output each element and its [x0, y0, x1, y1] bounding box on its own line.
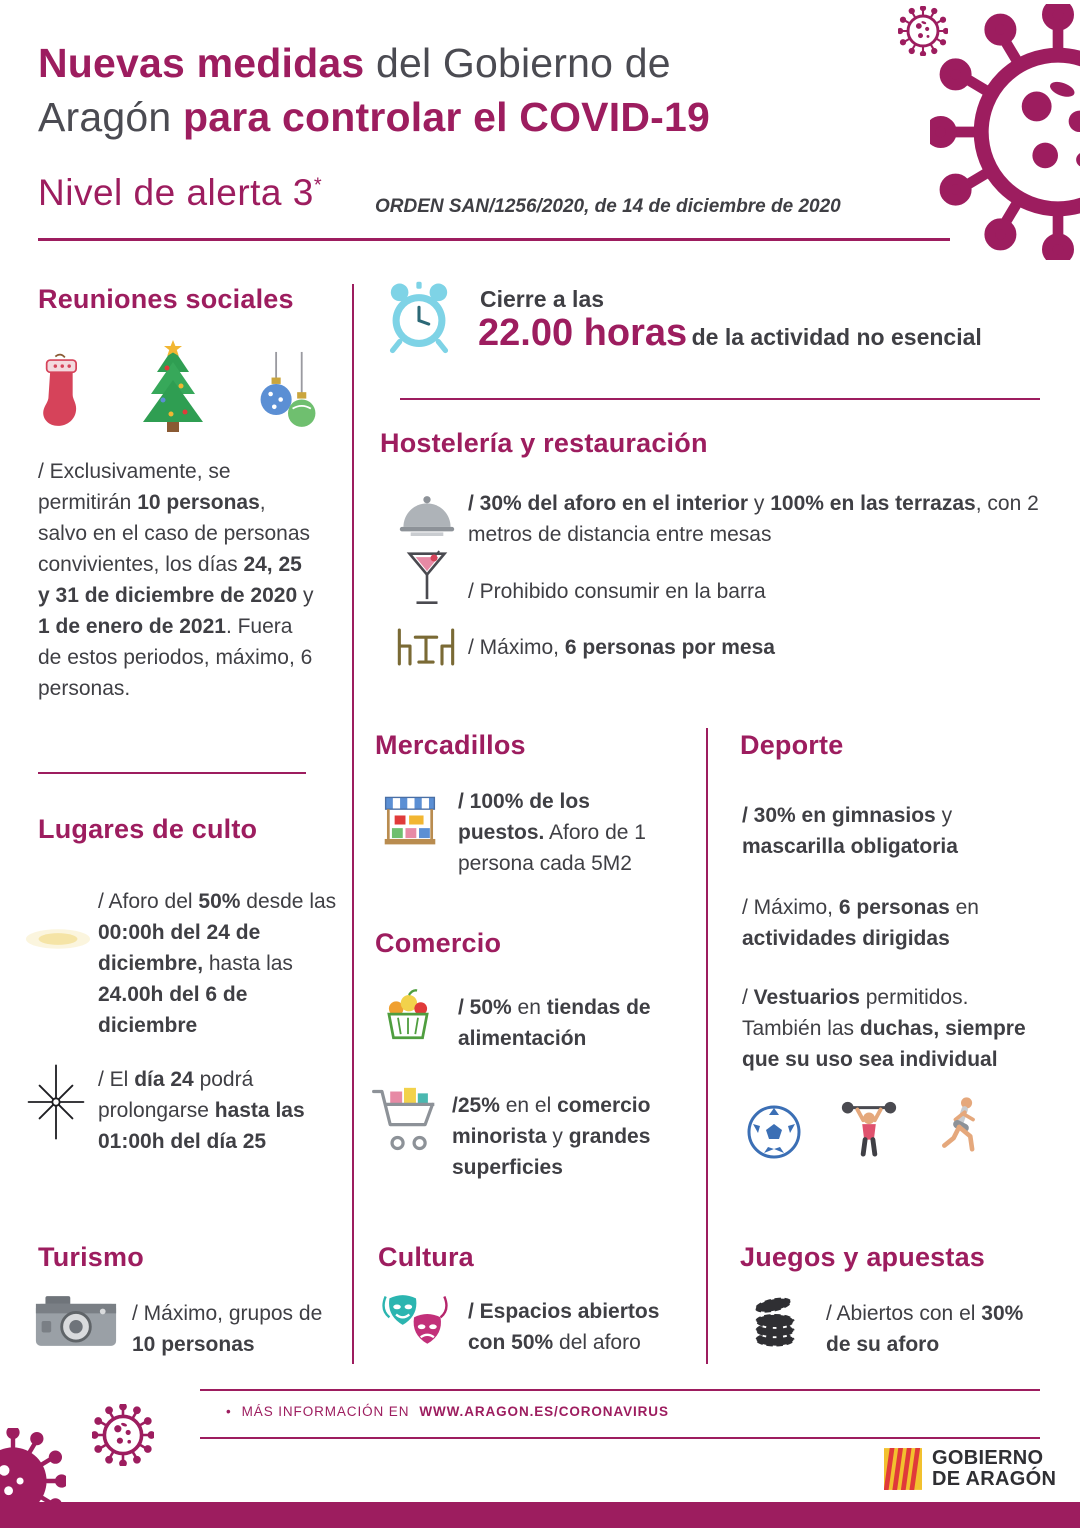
reuniones-text: / Exclusivamente, se permitirán 10 personas, salvo en el caso de personas convivientes, los días 24, 25 y 31 de diciembre de 2020 y 1 de enero de 2021. Fuera de estos periodos, máximo, 6 personas. — [38, 460, 314, 700]
footer-info-prefix: MÁS INFORMACIÓN EN — [241, 1404, 410, 1419]
virus-decoration-large-icon — [930, 4, 1080, 260]
closing-rest: de la actividad no esencial — [691, 324, 982, 350]
camera-icon — [34, 1292, 118, 1350]
deporte-text-2: / Máximo, 6 personas en actividades dirigidas — [742, 896, 979, 950]
reuniones-heading: Reuniones sociales — [38, 284, 294, 314]
page-title-line2: Aragón para controlar el COVID-19 — [38, 94, 710, 140]
grocery-basket-icon — [378, 986, 438, 1044]
hosteleria-text-2: / Prohibido consumir en la barra — [468, 580, 766, 603]
hosteleria-text-1: / 30% del aforo en el interior y 100% en las terrazas, con 2 metros de distancia entre mesas — [468, 492, 1039, 546]
vertical-divider-left — [352, 284, 354, 1364]
runner-icon — [936, 1094, 986, 1160]
weightlifter-icon — [838, 1094, 900, 1160]
cultura-heading: Cultura — [378, 1242, 474, 1272]
cultura-text: / Espacios abiertos con 50% del aforo — [468, 1300, 660, 1354]
page-title — [38, 36, 710, 144]
culto-heading: Lugares de culto — [38, 814, 258, 844]
closing-label: Cierre a las — [480, 286, 605, 312]
closing-divider — [400, 398, 1040, 400]
shopping-cart-icon — [370, 1086, 438, 1154]
christmas-stocking-icon — [38, 348, 90, 438]
star-icon — [24, 1062, 88, 1142]
alert-level: Nivel de alerta 3* — [38, 172, 323, 213]
market-stall-icon — [382, 792, 438, 848]
poker-chips-icon — [748, 1292, 802, 1348]
header-divider — [38, 238, 950, 241]
juegos-heading: Juegos y apuestas — [740, 1242, 986, 1272]
virus-decoration-small-bottom-icon — [92, 1404, 154, 1466]
turismo-heading: Turismo — [38, 1242, 144, 1272]
comercio-text-2: /25% en el comercio minorista y grandes superficies — [452, 1094, 651, 1179]
soccer-ball-icon — [746, 1104, 802, 1160]
sport-icons-row — [746, 1094, 986, 1160]
cloche-icon — [398, 492, 456, 540]
theater-masks-icon — [380, 1292, 450, 1354]
turismo-text: / Máximo, grupos de 10 personas — [132, 1302, 323, 1356]
bottom-accent-bar — [0, 1502, 1080, 1528]
mercadillos-text: / 100% de los puestos. Aforo de 1 persona cada 5M2 — [458, 790, 646, 875]
closing-time: 22.00 horas — [478, 312, 688, 354]
vertical-divider-right — [706, 728, 708, 1364]
table-chairs-icon — [394, 626, 458, 668]
gobierno-aragon-logo — [884, 1448, 1056, 1490]
hosteleria-text-3: / Máximo, 6 personas por mesa — [468, 636, 775, 659]
deporte-heading: Deporte — [740, 730, 844, 760]
aragon-flag-icon — [884, 1448, 922, 1490]
comercio-text-1: / 50% en tiendas de alimentación — [458, 996, 651, 1050]
gobierno-aragon-logo-text: GOBIERNO DE ARAGÓN — [932, 1447, 1057, 1490]
footer-info — [226, 1404, 669, 1419]
culto-text-1: / Aforo del 50% desde las 00:00h del 24 de diciembre, hasta las 24.00h del 6 de diciembre — [98, 890, 337, 1037]
culto-text-2: / El día 24 podrá prolongarse hasta las 01:00h del día 25 — [98, 1068, 305, 1153]
cocktail-icon — [406, 548, 448, 610]
christmas-tree-icon — [127, 338, 219, 438]
page-title-line1: Nuevas medidas del Gobierno de — [38, 40, 671, 86]
footer-divider-top — [200, 1389, 1040, 1391]
footer-divider-bottom — [200, 1437, 1040, 1439]
alert-asterisk: * — [313, 174, 323, 197]
christmas-icons-row — [38, 338, 320, 438]
footer-bullet: • — [226, 1404, 232, 1419]
comercio-heading: Comercio — [375, 928, 502, 958]
juegos-text: / Abiertos con el 30% de su aforo — [826, 1302, 1024, 1356]
hosteleria-heading: Hostelería y restauración — [380, 428, 708, 458]
deporte-text-3: / Vestuarios permitidos. También las duchas, siempre que su uso sea individual — [742, 986, 1026, 1071]
closing-time-line — [478, 312, 982, 355]
virus-decoration-small-top-icon — [898, 6, 948, 56]
left-column-divider — [38, 772, 306, 774]
candle-glow-icon — [24, 926, 92, 952]
alarm-clock-icon — [382, 280, 456, 354]
order-reference: ORDEN SAN/1256/2020, de 14 de diciembre de 2020 — [375, 196, 841, 217]
mercadillos-heading: Mercadillos — [375, 730, 526, 760]
baubles-icon — [256, 350, 320, 438]
coronavirus-url-link[interactable]: WWW.ARAGON.ES/CORONAVIRUS — [419, 1404, 669, 1419]
deporte-text-1: / 30% en gimnasios y mascarilla obligatoria — [742, 804, 958, 858]
